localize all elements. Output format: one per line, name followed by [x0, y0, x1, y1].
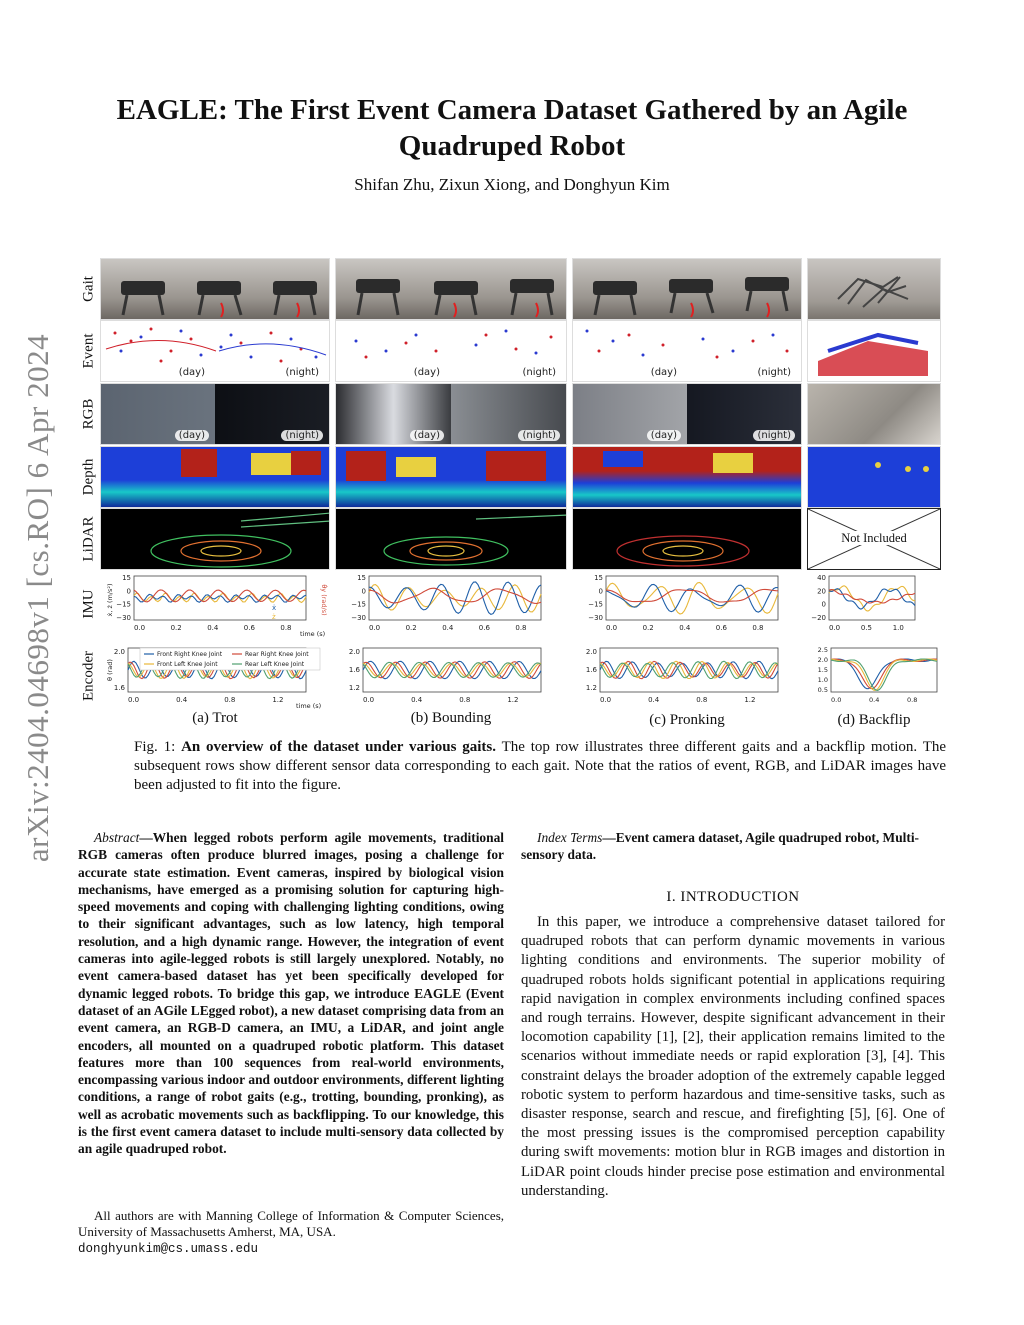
encoder-series-2 — [831, 659, 937, 690]
x-tick-label: 0.4 — [176, 696, 188, 704]
paper-authors: Shifan Zhu, Zixun Xiong, and Donghyun Kim — [354, 175, 670, 194]
x-tick-label: 0.8 — [459, 696, 471, 704]
x-tick-label: 0.0 — [831, 696, 842, 704]
encoder-chart-pronking — [572, 642, 802, 710]
subcaption-backflip: (d) Backflip — [837, 712, 911, 728]
subcaption-bounding: (b) Bounding — [410, 710, 492, 726]
row-label-event: Event — [80, 333, 97, 369]
legend-entry: Rear Right Knee Joint — [245, 651, 309, 658]
y-tick-label: 1.6 — [585, 666, 597, 674]
x-tick-label: 1.2 — [272, 696, 284, 704]
imu-series-x — [369, 582, 541, 614]
y-tick-label: −30 — [116, 614, 131, 622]
y-tick-label: 1.6 — [348, 666, 360, 674]
x-tick-label: 1.0 — [892, 624, 904, 632]
lidar-not-included — [807, 508, 941, 570]
lidar-image-trot — [100, 508, 330, 570]
tag-night: (night) — [753, 367, 795, 378]
section-heading: I. INTRODUCTION — [666, 889, 800, 905]
encoder-chart-trot — [100, 642, 330, 710]
x-tick-label: 0.2 — [170, 624, 182, 632]
row-label-rgb: RGB — [80, 398, 97, 430]
tag-night: (night) — [518, 430, 560, 441]
imu-series-z — [606, 583, 778, 615]
x-tick-label: 1.2 — [744, 696, 756, 704]
x-tick-label: 0.0 — [369, 624, 381, 632]
not-included-label: Not Included — [838, 531, 910, 545]
x-tick-label: 0.4 — [648, 696, 660, 704]
y-tick-label: −30 — [588, 614, 603, 622]
x-tick-label: 1.2 — [507, 696, 519, 704]
x-tick-label: 0.0 — [600, 696, 612, 704]
y-tick-label: 0 — [126, 587, 131, 596]
footnote-email: donghyunkim@cs.umass.edu — [78, 1242, 259, 1256]
x-tick-label: 0.0 — [363, 696, 375, 704]
x-tick-label: 0.6 — [478, 624, 490, 632]
legend-z: ż — [272, 613, 276, 621]
x-tick-label: 0.4 — [411, 696, 423, 704]
row-label-encoder: Encoder — [80, 651, 97, 701]
x-tick-label: 0.4 — [207, 624, 219, 632]
tag-day: (day) — [175, 430, 209, 441]
x-tick-label: 0.8 — [752, 624, 764, 632]
y-tick-label: 0 — [821, 600, 826, 609]
tag-night: (night) — [753, 430, 795, 441]
x-tick-label: 0.6 — [243, 624, 255, 632]
x-tick-label: 0.8 — [280, 624, 292, 632]
imu-chart-backflip — [807, 570, 941, 640]
legend-entry: Rear Left Knee Joint — [245, 661, 305, 668]
rgb-image-pronking — [572, 383, 802, 445]
y-tick-label: 15 — [122, 574, 131, 582]
y-tick-label: 20 — [817, 587, 826, 596]
gait-image-pronking — [572, 258, 802, 320]
index-terms — [521, 829, 945, 864]
rgb-image-backflip — [807, 383, 941, 445]
y-tick-label: 2.0 — [817, 656, 828, 664]
tag-day: (day) — [647, 367, 681, 378]
tag-night: (night) — [518, 367, 560, 378]
tag-day: (day) — [175, 367, 209, 378]
event-image-bounding — [335, 320, 567, 382]
encoder-series-1 — [831, 659, 937, 689]
gait-image-bounding — [335, 258, 567, 320]
subcaption-trot: (a) Trot — [192, 710, 238, 726]
encoder-chart-backflip — [807, 642, 941, 710]
y-tick-label: −15 — [116, 600, 131, 609]
row-label-lidar: LiDAR — [80, 516, 97, 562]
time-axis-label: time (s) — [296, 702, 322, 710]
caption-text: The top row illustrates three different gaits and a backflip motion. The subsequent rows show different sensor data corresponding to each gait. Note that the ratios of event, RGB, and LiDAR images have been adjusted to fit into the figure. — [134, 739, 947, 793]
arxiv-stamp — [18, 248, 58, 948]
gait-image-trot — [100, 258, 330, 320]
tag-night: (night) — [281, 430, 323, 441]
lidar-image-bounding — [335, 508, 567, 570]
paper-title: EAGLE: The First Event Camera Dataset Gathered by an Agile Quadruped Robot — [116, 94, 908, 162]
y-tick-label: 0.5 — [817, 686, 828, 694]
y-tick-label: 1.2 — [348, 684, 360, 692]
imu-axis-left: ẋ, ż (m/s²) — [106, 583, 114, 617]
y-tick-label: 2.0 — [348, 648, 360, 656]
y-tick-label: 0 — [598, 587, 603, 596]
x-tick-label: 0.8 — [907, 696, 918, 704]
x-tick-label: 0.0 — [128, 696, 140, 704]
row-label-depth: Depth — [80, 458, 97, 496]
y-tick-label: 15 — [594, 574, 603, 582]
x-tick-label: 0.4 — [869, 696, 880, 704]
event-image-backflip — [807, 320, 941, 382]
x-tick-label: 0.2 — [642, 624, 654, 632]
y-tick-label: 2.0 — [585, 648, 597, 656]
imu-chart-bounding — [335, 570, 567, 640]
y-tick-label: −20 — [811, 614, 826, 622]
x-tick-label: 0.5 — [860, 624, 872, 632]
x-tick-label: 0.0 — [606, 624, 618, 632]
figure-caption — [134, 738, 946, 795]
event-image-trot — [100, 320, 330, 382]
gait-image-backflip — [807, 258, 941, 320]
x-tick-label: 0.0 — [829, 624, 841, 632]
imu-series-x — [134, 594, 306, 602]
caption-label: Fig. 1: — [134, 739, 176, 755]
section-text: In this paper, we introduce a comprehensive dataset tailored for quadruped robots that can perform dynamic movements in various lighting conditions and environments. The superior mobility of quadruped robots holds significant potential in applications requiring rapid navigation in complex environments including confined spaces and rough terrains. However, despite significant advancement in their locomotion capability [1], [2], their application remains limited to the scenarios without immediate needs or rapid exploration [3], [4]. This constraint delays the broader adoption of the extremely capable legged robotic system to perform hazardous and time-sensitive tasks, such as disaster response, search and rescue, and firefighting [5], [6]. One of the most pressing issues is the compromised perception capability during swift movements: motion blur in RGB images and distortion in LiDAR point clouds hinder precise pose estimation and environmental understanding. — [521, 914, 945, 1199]
row-label-gait: Gait — [80, 276, 97, 302]
footnote-text: All authors are with Manning College of Information & Computer Sciences, University of Massachusetts Amherst, MA, USA. — [78, 1208, 504, 1239]
encoder-axis: θ (rad) — [106, 659, 114, 681]
encoder-series-3 — [831, 659, 937, 690]
y-tick-label: −15 — [351, 600, 366, 609]
tag-day: (day) — [647, 430, 681, 441]
depth-image-trot — [100, 446, 330, 508]
rgb-image-bounding — [335, 383, 567, 445]
x-tick-label: 0.8 — [696, 696, 708, 704]
x-tick-label: 0.6 — [715, 624, 727, 632]
imu-chart-pronking — [572, 570, 802, 640]
y-tick-label: 1.2 — [585, 684, 597, 692]
index-terms-label: Index Terms — [537, 830, 603, 845]
index-terms-text: —Event camera dataset, Agile quadruped robot, Multi-sensory data. — [521, 830, 919, 863]
x-tick-label: 0.8 — [515, 624, 527, 632]
event-image-pronking — [572, 320, 802, 382]
time-axis-label: time (s) — [300, 630, 326, 638]
depth-image-bounding — [335, 446, 567, 508]
plot-frame — [606, 576, 778, 620]
arxiv-id: arXiv:2404.04698v1 [cs.RO] 6 Apr 2024 — [20, 333, 55, 863]
rgb-image-trot — [100, 383, 330, 445]
legend-x: ẋ — [272, 604, 277, 612]
y-tick-label: 15 — [357, 574, 366, 582]
imu-series-x — [606, 584, 778, 612]
x-tick-label: 0.4 — [442, 624, 454, 632]
x-tick-label: 0.8 — [224, 696, 236, 704]
subcaption-pronking: (c) Pronking — [649, 712, 725, 728]
encoder-series-0 — [831, 659, 937, 689]
imu-axis-right: θ̇y (rad/s) — [320, 584, 328, 616]
imu-series-x — [829, 589, 915, 609]
encoder-chart-bounding — [335, 642, 567, 710]
y-tick-label: −15 — [588, 600, 603, 609]
depth-image-pronking — [572, 446, 802, 508]
legend-entry: Front Right Knee Joint — [157, 651, 223, 658]
y-tick-label: 2.5 — [817, 646, 828, 654]
row-label-imu: IMU — [80, 589, 97, 619]
imu-series-z — [369, 585, 541, 612]
y-tick-label: 2.0 — [113, 648, 125, 656]
caption-bold: An overview of the dataset under various gaits. — [181, 739, 497, 755]
x-tick-label: 0.0 — [134, 624, 146, 632]
tag-day: (day) — [410, 430, 444, 441]
legend-entry: Front Left Knee Joint — [157, 661, 218, 668]
abstract-label: Abstract — [94, 830, 140, 845]
plot-frame — [369, 576, 541, 620]
y-tick-label: −30 — [351, 614, 366, 622]
imu-series-z — [829, 586, 915, 611]
abstract-text: —When legged robots perform agile movements, traditional RGB cameras often produce blurred images, posing a challenge for accurate state estimation. Event cameras, inspired by biological vision mechanisms, have emerged as a promising solution for capturing high-speed movements and coping with challenging lighting conditions, owing to their significant advantages, such as low latency, high temporal resolution, and a high dynamic range. However, the integration of event cameras into agile-legged robots is still largely unexplored. Notably, no event camera-based dataset has yet been specifically developed for dynamic legged robots. To bridge this gap, we introduce EAGLE (Event dataset of an AGile LEgged robot), a new dataset comprising data from an event camera, an RGB-D camera, an IMU, a LiDAR, and joint angle encoders, all mounted on a quadruped robotic platform. This dataset features more than 100 sequences from real-world environments, encompassing various indoor and outdoor environments, different lighting conditions, a range of robot gaits (e.g., trotting, bounding, pronking), as well as acrobatic movements such as backflipping. To our knowledge, this is the first event camera dataset to include multi-sensory data collected by an agile quadruped robot. — [78, 830, 504, 1157]
plot-frame — [831, 648, 937, 692]
tag-day: (day) — [410, 367, 444, 378]
lidar-image-pronking — [572, 508, 802, 570]
x-tick-label: 0.4 — [679, 624, 691, 632]
y-tick-label: 1.0 — [817, 676, 828, 684]
y-tick-label: 0 — [361, 587, 366, 596]
y-tick-label: 1.5 — [817, 666, 828, 674]
y-tick-label: 1.6 — [113, 684, 125, 692]
footnote — [78, 1208, 504, 1257]
y-tick-label: 40 — [817, 574, 826, 582]
imu-chart-trot — [100, 570, 330, 640]
tag-night: (night) — [281, 367, 323, 378]
x-tick-label: 0.2 — [405, 624, 417, 632]
depth-image-backflip — [807, 446, 941, 508]
abstract — [78, 829, 504, 1158]
